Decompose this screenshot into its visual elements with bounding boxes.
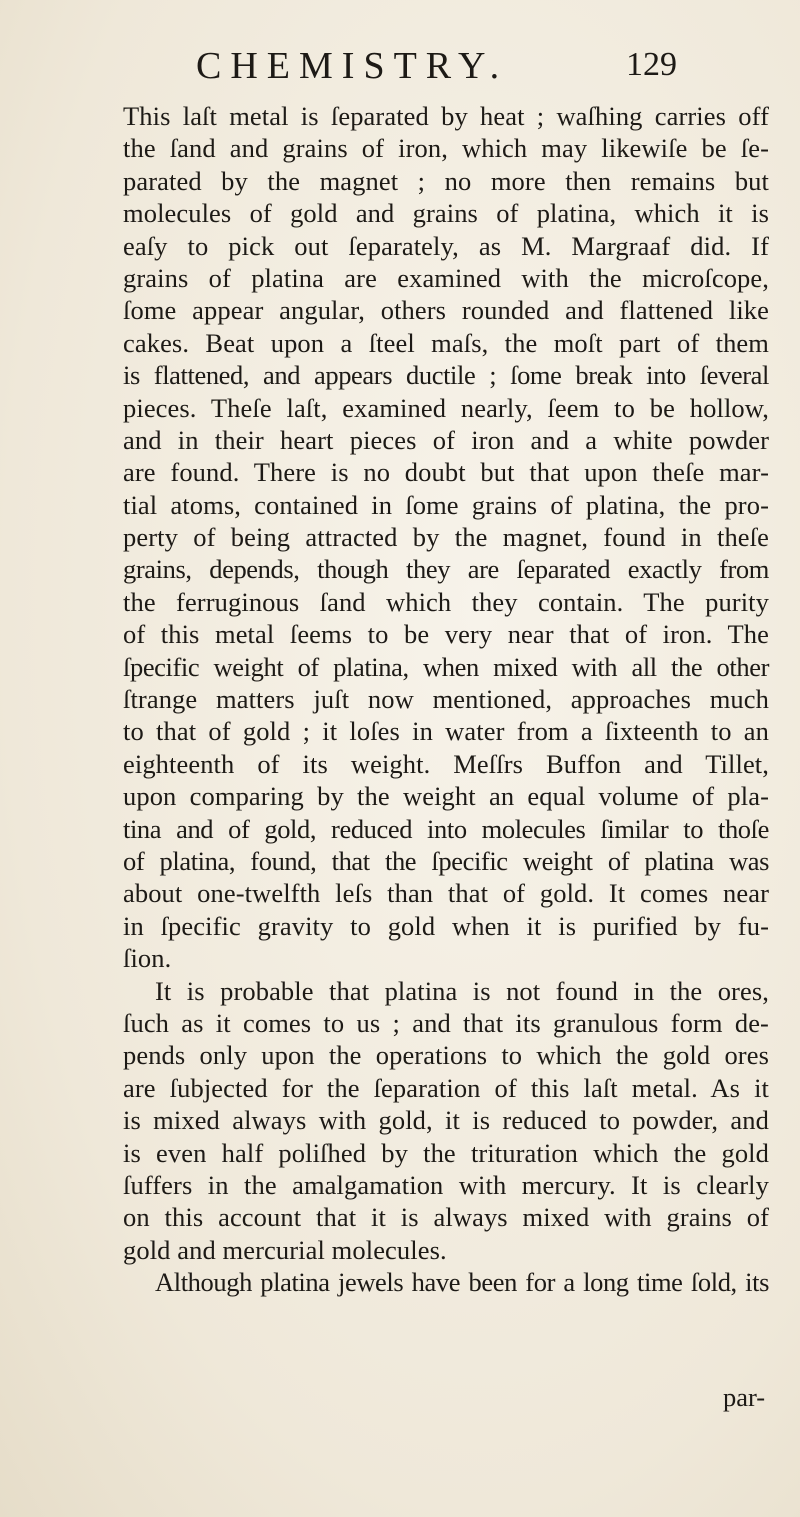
text-line: is mixed always with gold, it is reduced to powder, and	[123, 1105, 769, 1136]
text-line: upon comparing by the weight an equal volume of pla-	[123, 781, 769, 812]
running-head	[196, 44, 677, 87]
running-title: CHEMISTRY.	[196, 45, 509, 87]
text-line: ſuch as it comes to us ; and that its granulous form de-	[123, 1007, 769, 1038]
text-line: tial atoms, contained in ſome grains of platina, the pro-	[123, 489, 769, 520]
body-text	[123, 100, 769, 1298]
text-line: is flattened, and appears ductile ; ſome break into ſeveral	[123, 360, 769, 391]
text-line: to that of gold ; it loſes in water from a ſixteenth to an	[123, 716, 769, 747]
text-line: It is probable that platina is not found in the ores,	[155, 975, 769, 1006]
text-line: perty of being attracted by the magnet, found in theſe	[123, 522, 769, 553]
text-line: on this account that it is always mixed with grains of	[123, 1202, 769, 1233]
text-line: of this metal ſeems to be very near that of iron. The	[123, 619, 769, 650]
text-line: Although platina jewels have been for a long time ſold, its	[155, 1267, 769, 1298]
text-line: ſion.	[123, 943, 172, 974]
text-line: eighteenth of its weight. Meſſrs Buffon and Tillet,	[123, 748, 769, 779]
text-line: ſome appear angular, others rounded and flattened like	[123, 295, 769, 326]
text-line: the ferruginous ſand which they contain. The purity	[123, 586, 769, 617]
text-line: grains of platina are examined with the microſcope,	[123, 262, 769, 293]
text-line: are found. There is no doubt but that upon theſe mar-	[123, 457, 769, 488]
text-line: parated by the magnet ; no more then remains but	[123, 165, 769, 196]
text-line: of platina, found, that the ſpecific weight of platina was	[123, 845, 769, 876]
text-line: molecules of gold and grains of platina, which it is	[123, 198, 769, 229]
text-line: pends only upon the operations to which the gold ores	[123, 1040, 769, 1071]
text-line: ſtrange matters juſt now mentioned, approaches much	[123, 684, 769, 715]
text-line: ſuffers in the amalgamation with mercury. It is clearly	[123, 1169, 769, 1200]
text-line: pieces. Theſe laſt, examined nearly, ſeem to be hollow,	[123, 392, 769, 423]
text-line: ſpecific weight of platina, when mixed with all the other	[123, 651, 769, 682]
text-line: grains, depends, though they are ſeparated exactly from	[123, 554, 769, 585]
text-line: gold and mercurial molecules.	[123, 1234, 447, 1265]
text-line: This laſt metal is ſeparated by heat ; waſhing carries off	[123, 101, 769, 131]
text-line: and in their heart pieces of iron and a white powder	[123, 424, 769, 455]
catchword: par-	[723, 1382, 766, 1412]
text-line: about one-twelfth leſs than that of gold. It comes near	[123, 878, 769, 909]
text-line: tina and of gold, reduced into molecules ſimilar to thoſe	[123, 813, 769, 844]
text-line: cakes. Beat upon a ſteel maſs, the moſt part of them	[123, 327, 769, 358]
text-line: is even half poliſhed by the trituration which the gold	[123, 1137, 769, 1168]
text-line: are ſubjected for the ſeparation of this laſt metal. As it	[123, 1072, 769, 1103]
text-line: eaſy to pick out ſeparately, as M. Margraaf did. If	[123, 230, 769, 261]
text-line: in ſpecific gravity to gold when it is purified by fu-	[123, 910, 769, 941]
text-line: the ſand and grains of iron, which may likewiſe be ſe-	[123, 133, 769, 164]
page-number: 129	[626, 46, 677, 83]
